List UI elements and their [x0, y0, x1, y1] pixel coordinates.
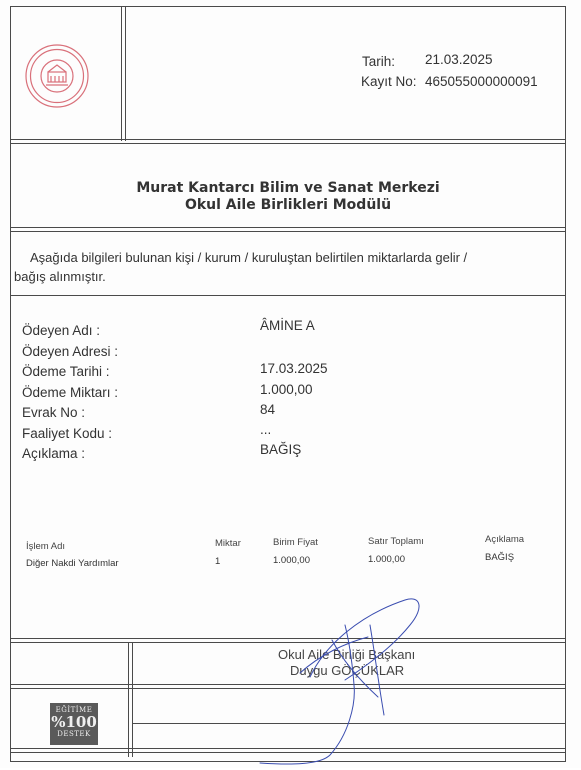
- institution-title: Murat Kantarcı Bilim ve Sanat Merkezi: [136, 180, 440, 196]
- header-bottom-rule: [10, 139, 566, 144]
- table-cell-description: BAĞIŞ: [485, 552, 515, 563]
- intro-bottom-rule: [10, 295, 566, 296]
- title-bottom-rule: [10, 227, 566, 232]
- col-header-line-total: Satır Toplamı: [368, 536, 424, 547]
- ministry-seal-icon: [24, 43, 90, 109]
- signature-divider: [128, 642, 133, 757]
- date-value: 21.03.2025: [425, 52, 493, 67]
- header-divider: [121, 6, 126, 141]
- col-header-unit-price: Birim Fiyat: [273, 537, 318, 548]
- payer-name-value: ÂMİNE A: [260, 318, 315, 333]
- activity-code-label: Faaliyet Kodu :: [22, 426, 113, 441]
- logo-line-3: DESTEK: [57, 730, 91, 738]
- document-no-label: Evrak No :: [22, 405, 86, 420]
- record-label: Kayıt No:: [361, 74, 417, 89]
- handwritten-signature: [250, 585, 440, 770]
- col-header-description: Açıklama: [485, 534, 525, 545]
- payment-amount-label: Ödeme Miktarı :: [22, 385, 119, 400]
- logo-line-2: %100: [51, 713, 97, 731]
- intro-line-1: Aşağıda bilgileri bulunan kişi / kurum / kuruluştan belirtilen miktarlarda gelir /: [30, 250, 468, 265]
- education-logo: [50, 703, 98, 745]
- signatory-title: Okul Aile Birliği Başkanı: [278, 647, 416, 662]
- intro-line-2: bağış alınmıştır.: [14, 269, 106, 284]
- table-cell-line-total: 1.000,00: [368, 554, 405, 565]
- payer-name-label: Ödeyen Adı :: [22, 323, 101, 338]
- date-label: Tarih:: [362, 54, 396, 69]
- table-cell-operation: Diğer Nakdi Yardımlar: [26, 558, 119, 569]
- module-title: Okul Aile Birlikleri Modülü: [184, 197, 392, 213]
- document-no-value: 84: [260, 402, 276, 417]
- table-cell-unit-price: 1.000,00: [273, 555, 310, 566]
- table-cell-quantity: 1: [215, 556, 221, 567]
- description-value: BAĞIŞ: [260, 442, 302, 457]
- payment-date-label: Ödeme Tarihi :: [22, 364, 110, 379]
- payer-address-label: Ödeyen Adresi :: [22, 344, 119, 359]
- description-label: Açıklama :: [22, 446, 86, 461]
- col-header-operation: İşlem Adı: [26, 541, 66, 552]
- record-value: 465055000000091: [425, 74, 538, 89]
- logo-line-1: EĞİTİME: [55, 706, 93, 714]
- payment-date-value: 17.03.2025: [260, 361, 328, 376]
- signatory-name: Duygu GÖÇÜKLAR: [290, 663, 405, 678]
- activity-code-value: ...: [260, 422, 272, 437]
- col-header-quantity: Miktar: [215, 538, 241, 549]
- payment-amount-value: 1.000,00: [260, 382, 313, 397]
